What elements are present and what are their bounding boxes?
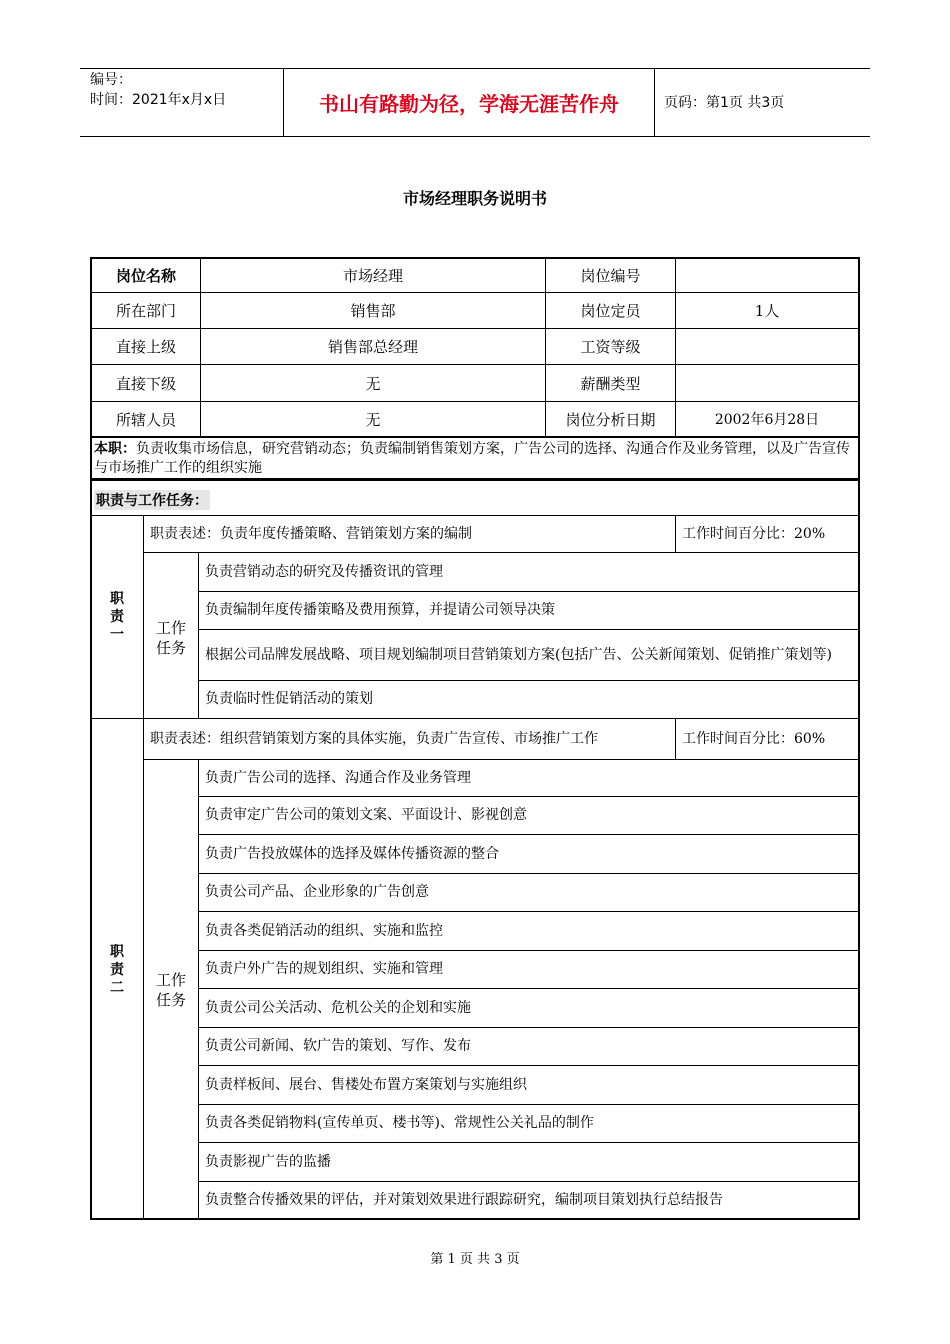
main-duty-text: 负责收集市场信息，研究营销动态；负责编制销售策划方案，广告公司的选择、沟通合作及业务管理，以及广告宣传与市场推广工作的组织实施 bbox=[94, 441, 850, 476]
header-divider-2 bbox=[654, 68, 655, 136]
duty2-task: 负责公司新闻、软广告的策划、写作、发布 bbox=[205, 1038, 471, 1054]
analysis-date-label: 岗位分析日期 bbox=[565, 410, 656, 429]
pay-type-value bbox=[676, 365, 858, 401]
duty1-task: 负责营销动态的研究及传播资讯的管理 bbox=[205, 563, 443, 580]
salary-grade-label: 工资等级 bbox=[580, 338, 641, 356]
supervisor-label: 直接上级 bbox=[115, 338, 176, 356]
position-name-value: 市场经理 bbox=[342, 267, 403, 285]
duty2-task: 负责各类促销活动的组织、实施和监控 bbox=[205, 922, 443, 939]
main-duty bbox=[94, 440, 858, 478]
duty1-task-label: 工作 任务 bbox=[155, 619, 186, 657]
duty2-task: 负责广告公司的选择、沟通合作及业务管理 bbox=[205, 769, 471, 786]
duty1-task: 负责编制年度传播策略及费用预算，并提请公司领导决策 bbox=[205, 602, 555, 618]
duty2-task: 负责审定广告公司的策划文案、平面设计、影视创意 bbox=[205, 807, 527, 823]
duty2-task: 负责影视广告的监播 bbox=[205, 1153, 331, 1170]
headcount-value: 1人 bbox=[754, 302, 780, 320]
duty2-task: 负责户外广告的规划组织、实施和管理 bbox=[205, 961, 443, 977]
duty2-task: 负责样板间、展台、售楼处布置方案策划与实施组织 bbox=[205, 1076, 527, 1093]
header-meta bbox=[90, 70, 226, 110]
duty2-task: 负责公司公关活动、危机公关的企划和实施 bbox=[205, 999, 471, 1016]
header-bottom-rule bbox=[80, 136, 870, 137]
section-top-rule bbox=[90, 479, 860, 481]
page-footer: 第 1 页 共 3 页 bbox=[430, 1252, 520, 1267]
analysis-date-value: 2002年6月28日 bbox=[714, 412, 820, 428]
duty2-label: 职 责 二 bbox=[110, 944, 124, 996]
department-value: 销售部 bbox=[350, 302, 396, 320]
doc-time-label: 时间：2021年x月x日 bbox=[90, 92, 227, 108]
duty2-desc: 职责表述：组织营销策划方案的具体实施，负责广告宣传、市场推广工作 bbox=[150, 730, 598, 747]
duty2-task: 负责公司产品、企业形象的广告创意 bbox=[205, 884, 429, 900]
staff-label: 所辖人员 bbox=[115, 410, 176, 429]
staff-value: 无 bbox=[365, 410, 381, 429]
duty2-percent: 工作时间百分比：60% bbox=[682, 730, 826, 747]
duty1-task: 负责临时性促销活动的策划 bbox=[205, 691, 373, 707]
salary-grade-value bbox=[676, 329, 858, 364]
position-code-value bbox=[676, 259, 858, 292]
header-slogan: 书山有路勤为径，学海无涯苦作舟 bbox=[319, 91, 619, 116]
department-label: 所在部门 bbox=[115, 302, 176, 320]
duty1-label: 职 责 一 bbox=[110, 591, 124, 643]
duty2-task: 负责各类促销物料(宣传单页、楼书等)、常规性公关礼品的制作 bbox=[205, 1115, 594, 1131]
document-title: 市场经理职务说明书 bbox=[402, 189, 547, 208]
duty2-task: 负责广告投放媒体的选择及媒体传播资源的整合 bbox=[205, 845, 499, 862]
doc-number-label: 编号： bbox=[90, 72, 132, 88]
duty2-task: 负责整合传播效果的评估，并对策划效果进行跟踪研究，编制项目策划执行总结报告 bbox=[205, 1192, 723, 1208]
duty1-percent: 工作时间百分比：20% bbox=[682, 525, 826, 542]
header-page-info: 页码：第1页 共3页 bbox=[664, 95, 785, 111]
supervisor-value: 销售部总经理 bbox=[327, 338, 418, 356]
section-title: 职责与工作任务： bbox=[94, 490, 210, 510]
subordinate-label: 直接下级 bbox=[115, 374, 176, 393]
headcount-label: 岗位定员 bbox=[580, 302, 641, 320]
duty1-task: 根据公司品牌发展战略、项目规划编制项目营销策划方案(包括广告、公关新闻策划、促销推广策划等) bbox=[205, 646, 832, 663]
main-duty-label: 本职： bbox=[94, 441, 136, 457]
position-code-label: 岗位编号 bbox=[580, 267, 641, 285]
position-name-label: 岗位名称 bbox=[115, 267, 176, 285]
subordinate-value: 无 bbox=[365, 374, 381, 393]
pay-type-label: 薪酬类型 bbox=[580, 374, 641, 393]
duty1-desc: 职责表述：负责年度传播策略、营销策划方案的编制 bbox=[150, 525, 472, 542]
duty2-task-label: 工作 任务 bbox=[155, 971, 186, 1009]
